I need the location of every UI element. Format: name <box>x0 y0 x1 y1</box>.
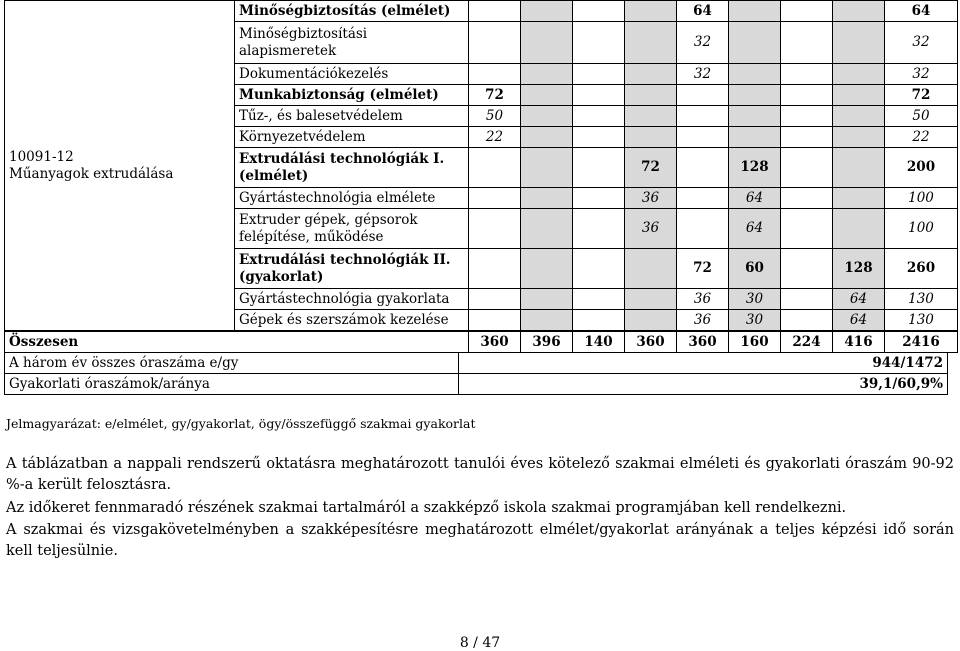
total-value: 224 <box>781 332 833 353</box>
module-name: Műanyagok extrudálása <box>9 165 174 182</box>
totals-row <box>5 332 958 353</box>
row-label: Extruder gépek, gépsorok felépítése, működése <box>235 209 469 249</box>
row-label: Gépek és szerszámok kezelése <box>235 310 469 331</box>
total-value: 360 <box>625 332 677 353</box>
note-paragraph: Az időkeret fennmaradó részének szakmai tartalmáról a szakképző iskola szakmai programjában kell rendelkezni. <box>6 500 847 516</box>
total-value: 360 <box>677 332 729 353</box>
row-label: Munkabiztonság (elmélet) <box>235 85 469 106</box>
note-paragraph: A táblázatban a nappali rendszerű oktatásra meghatározott tanulói éves kötelező szakmai elméleti és gyakorlati óraszám 90-92 %-a került felosztásra. <box>6 456 954 493</box>
cell-value: 36 <box>677 289 729 310</box>
legend-text: Jelmagyarázat: e/elmélet, gy/gyakorlat, ögy/összefüggő szakmai gyakorlat <box>6 416 476 431</box>
practice-ratio-value: 39,1/60,9% <box>459 374 948 395</box>
cell-total: 130 <box>885 310 958 331</box>
cell-value: 64 <box>729 188 781 209</box>
summary-table <box>4 331 958 353</box>
cell-value: 128 <box>729 148 781 188</box>
row-label: Környezetvédelem <box>235 127 469 148</box>
cell-value: 32 <box>677 22 729 64</box>
page-number: 8 / 47 <box>459 635 501 651</box>
practice-ratio-row <box>5 374 948 395</box>
row-label: Dokumentációkezelés <box>235 64 469 85</box>
cell-total: 32 <box>885 64 958 85</box>
total-value: 160 <box>729 332 781 353</box>
cell-value: 64 <box>833 310 885 331</box>
cell-value: 50 <box>469 106 521 127</box>
cell-total: 260 <box>885 249 958 289</box>
cell-value: 64 <box>833 289 885 310</box>
cell-total: 32 <box>885 22 958 64</box>
module-cell <box>5 1 235 331</box>
cell-value: 64 <box>677 1 729 22</box>
practice-ratio-label: Gyakorlati óraszámok/aránya <box>5 374 459 395</box>
row-label: Extrudálási technológiák II. (gyakorlat) <box>235 249 469 289</box>
cell-value: 22 <box>469 127 521 148</box>
row-label: Gyártástechnológia elmélete <box>235 188 469 209</box>
cell-value: 128 <box>833 249 885 289</box>
curriculum-table <box>4 0 958 331</box>
cell-total: 50 <box>885 106 958 127</box>
total-value: 396 <box>521 332 573 353</box>
three-years-value: 944/1472 <box>459 353 948 374</box>
total-value: 2416 <box>885 332 958 353</box>
cell-value: 72 <box>469 85 521 106</box>
cell-value: 32 <box>677 64 729 85</box>
cell-total: 72 <box>885 85 958 106</box>
total-value: 360 <box>469 332 521 353</box>
table-row <box>5 1 958 22</box>
cell-total: 130 <box>885 289 958 310</box>
total-value: 416 <box>833 332 885 353</box>
cell-value: 36 <box>677 310 729 331</box>
cell-total: 200 <box>885 148 958 188</box>
cell-value: 72 <box>677 249 729 289</box>
cell-total: 100 <box>885 209 958 249</box>
row-label: Minőségbiztosítás (elmélet) <box>235 1 469 22</box>
cell-value: 64 <box>729 209 781 249</box>
cell-total: 22 <box>885 127 958 148</box>
note-paragraph: A szakmai és vizsgakövetelményben a szakképesítésre meghatározott elmélet/gyakorlat arányának a teljes képzési idő során kell teljesülnie. <box>6 522 954 559</box>
summary-extra-table <box>4 352 948 395</box>
cell-value: 36 <box>625 209 677 249</box>
row-label: Minőségbiztosítási alapismeretek <box>235 22 469 64</box>
three-years-label: A három év összes óraszáma e/gy <box>5 353 459 374</box>
module-code: 10091-12 <box>9 148 74 165</box>
row-label: Extrudálási technológiák I. (elmélet) <box>235 148 469 188</box>
cell-value: 60 <box>729 249 781 289</box>
total-value: 140 <box>573 332 625 353</box>
row-label: Gyártástechnológia gyakorlata <box>235 289 469 310</box>
cell-value: 30 <box>729 289 781 310</box>
three-years-row <box>5 353 948 374</box>
cell-value: 30 <box>729 310 781 331</box>
row-label: Tűz-, és balesetvédelem <box>235 106 469 127</box>
cell-total: 100 <box>885 188 958 209</box>
totals-label: Összesen <box>5 332 469 353</box>
cell-value: 72 <box>625 148 677 188</box>
cell-total: 64 <box>885 1 958 22</box>
cell-value: 36 <box>625 188 677 209</box>
